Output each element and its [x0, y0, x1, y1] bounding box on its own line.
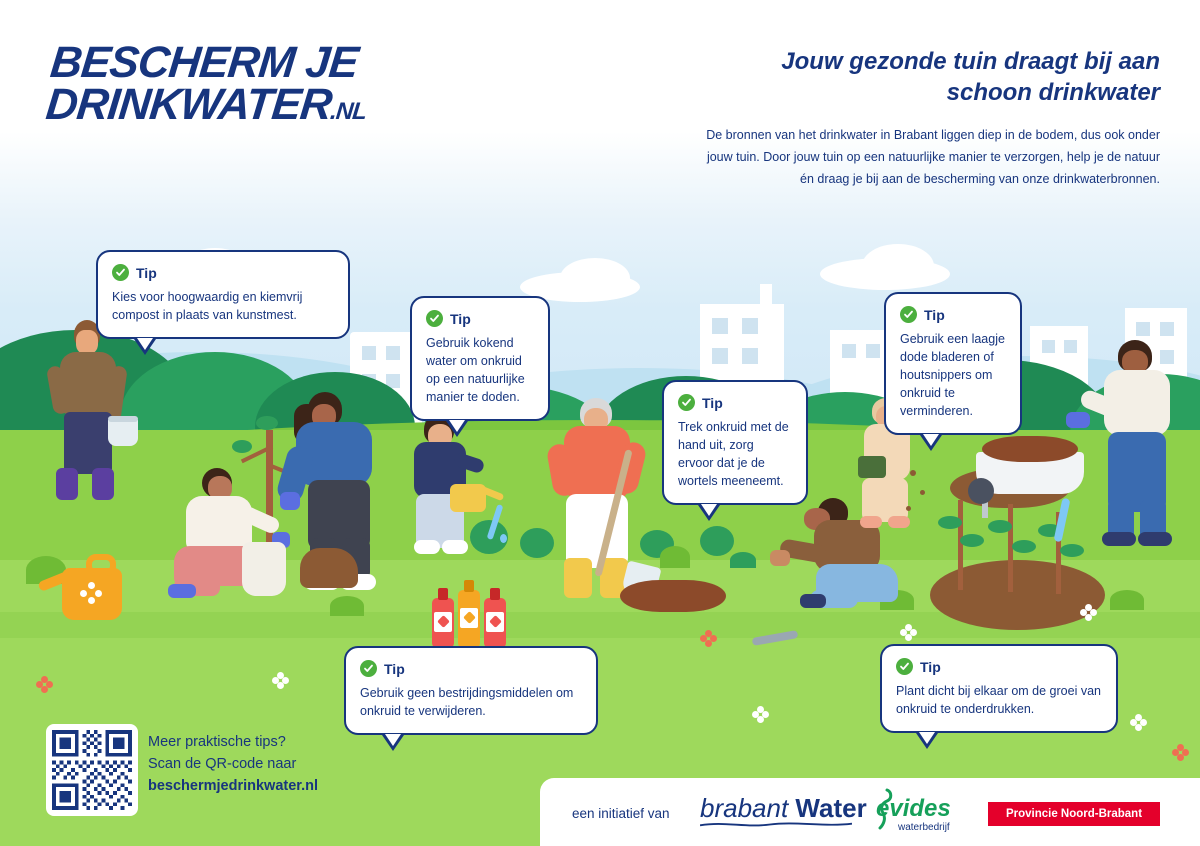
- decor-flower: [272, 672, 288, 688]
- decor-flower: [1130, 714, 1146, 730]
- wheelbarrow-soil: [982, 436, 1078, 462]
- tip-card-mulch: [884, 292, 1022, 435]
- qr-code-icon[interactable]: [52, 730, 132, 810]
- logo-line-2: DRINKWATER: [43, 80, 334, 129]
- building-window: [742, 348, 758, 364]
- shrub: [520, 528, 554, 558]
- decor-flower: [900, 624, 916, 640]
- building-window: [1160, 322, 1174, 336]
- check-icon: [900, 306, 917, 323]
- evides-logo: evides: [876, 795, 951, 822]
- tip-tail: [446, 421, 468, 437]
- building-window: [386, 346, 400, 360]
- plant-stem: [958, 500, 963, 590]
- tip-label: Tip: [450, 310, 471, 327]
- plant-leaf: [988, 520, 1012, 533]
- plant-leaf: [1060, 544, 1084, 557]
- tip-text: Gebruik kokend water om onkruid op een natuurlijke manier te doden.: [426, 336, 525, 404]
- tip-card-compost: [96, 250, 350, 339]
- tip-header: [112, 264, 334, 281]
- grass-tuft: [1110, 590, 1144, 610]
- brabant-water-wave-icon: [700, 822, 852, 827]
- tip-text: Gebruik geen bestrijdingsmiddelen om onkruid te verwijderen.: [360, 686, 574, 718]
- qr-caption: [148, 731, 318, 797]
- tree-leaf: [256, 416, 278, 430]
- tip-tail: [134, 339, 156, 355]
- seed-dots: [920, 490, 925, 495]
- check-icon: [426, 310, 443, 327]
- qr-caption-line-2: Scan de QR-code naar: [148, 756, 297, 772]
- tip-label: Tip: [702, 394, 723, 411]
- check-icon: [112, 264, 129, 281]
- plant-leaf: [960, 534, 984, 547]
- compost-bag: [300, 548, 358, 588]
- planting-row: [930, 560, 1105, 630]
- watering-can-handle: [86, 554, 116, 576]
- check-icon: [896, 658, 913, 675]
- pulled-weed: [730, 552, 756, 568]
- tip-card-no-pesticides: [344, 646, 598, 735]
- seed-dots: [906, 506, 911, 511]
- tip-tail: [698, 505, 720, 521]
- plant-leaf: [1012, 540, 1036, 553]
- decor-flower: [700, 630, 716, 646]
- tip-header: [426, 310, 534, 327]
- building-window: [866, 344, 880, 358]
- tip-text: Plant dicht bij elkaar om de groei van onkruid te onderdrukken.: [896, 684, 1101, 716]
- tip-label: Tip: [920, 658, 941, 675]
- decor-flower: [36, 676, 52, 692]
- qr-code-box[interactable]: [46, 724, 138, 816]
- brabant-water-name-1: brabant: [700, 793, 789, 823]
- tip-header: [896, 658, 1102, 675]
- water-drop: [500, 534, 507, 543]
- tip-header: [900, 306, 1006, 323]
- tip-tail: [382, 735, 404, 751]
- tip-card-pull-weeds: [662, 380, 808, 505]
- tip-tail: [920, 435, 942, 451]
- brabant-water-name-2: Water: [795, 793, 867, 823]
- person-with-bucket: [30, 320, 150, 510]
- page-subtext: De bronnen van het drinkwater in Brabant liggen diep in de bodem, dus ook onder jouw tuin. Door jouw tuin op een natuurlijke manier te verzorgen, help je de natuur én draag je bij aan de bescherming van onze drinkwaterbronnen.: [706, 128, 1160, 186]
- decor-flower: [80, 582, 102, 604]
- building-window: [712, 318, 728, 334]
- tip-text: Trek onkruid met de hand uit, zorg ervoor dat je de wortels meeneemt.: [678, 420, 789, 488]
- qr-caption-url[interactable]: beschermjedrinkwater.nl: [148, 778, 319, 794]
- tip-text: Gebruik een laagje dode bladeren of houtsnippers om onkruid te verminderen.: [900, 332, 1005, 418]
- check-icon: [360, 660, 377, 677]
- tip-label: Tip: [384, 660, 405, 677]
- brabant-water-logo: [700, 793, 867, 824]
- building-window: [1042, 340, 1055, 353]
- building-window: [1064, 340, 1077, 353]
- plant-leaf: [938, 516, 962, 529]
- pesticide-bottles: [432, 586, 524, 648]
- building-window: [1136, 322, 1150, 336]
- seed-dots: [910, 470, 916, 476]
- building-window: [842, 344, 856, 358]
- building-window: [742, 318, 758, 334]
- tip-card-boiling-water: [410, 296, 550, 421]
- provincie-noord-brabant-logo: Provincie Noord-Brabant: [988, 802, 1160, 826]
- building-chimney: [760, 284, 772, 310]
- site-logo: [43, 38, 373, 133]
- building-window: [712, 348, 728, 364]
- building-window: [362, 346, 376, 360]
- page-headline: Jouw gezonde tuin draagt bij aan schoon drinkwater: [781, 48, 1160, 106]
- tip-tail: [916, 733, 938, 749]
- tip-header: [360, 660, 582, 677]
- logo-line-1: BESCHERM JE: [48, 38, 361, 87]
- tip-card-dense-planting: [880, 644, 1118, 733]
- decor-flower: [1172, 744, 1188, 760]
- tip-label: Tip: [924, 306, 945, 323]
- footer-initiative-label: een initiatief van: [572, 806, 670, 821]
- tip-header: [678, 394, 792, 411]
- wheelbarrow-wheel: [968, 478, 994, 504]
- soil-mound: [620, 580, 726, 612]
- decor-flower: [752, 706, 768, 722]
- cloud: [862, 244, 934, 288]
- tip-text: Kies voor hoogwaardig en kiemvrij compost in plaats van kunstmest.: [112, 290, 303, 322]
- decor-flower: [1080, 604, 1096, 620]
- tip-label: Tip: [136, 264, 157, 281]
- evides-subtitle: waterbedrijf: [898, 822, 950, 833]
- check-icon: [678, 394, 695, 411]
- logo-tld: .NL: [328, 98, 368, 125]
- shrub: [700, 526, 734, 556]
- tree-leaf: [232, 440, 252, 453]
- qr-caption-line-1: Meer praktische tips?: [148, 734, 286, 750]
- cloud: [560, 258, 630, 298]
- person-wheelbarrow: [1088, 340, 1200, 550]
